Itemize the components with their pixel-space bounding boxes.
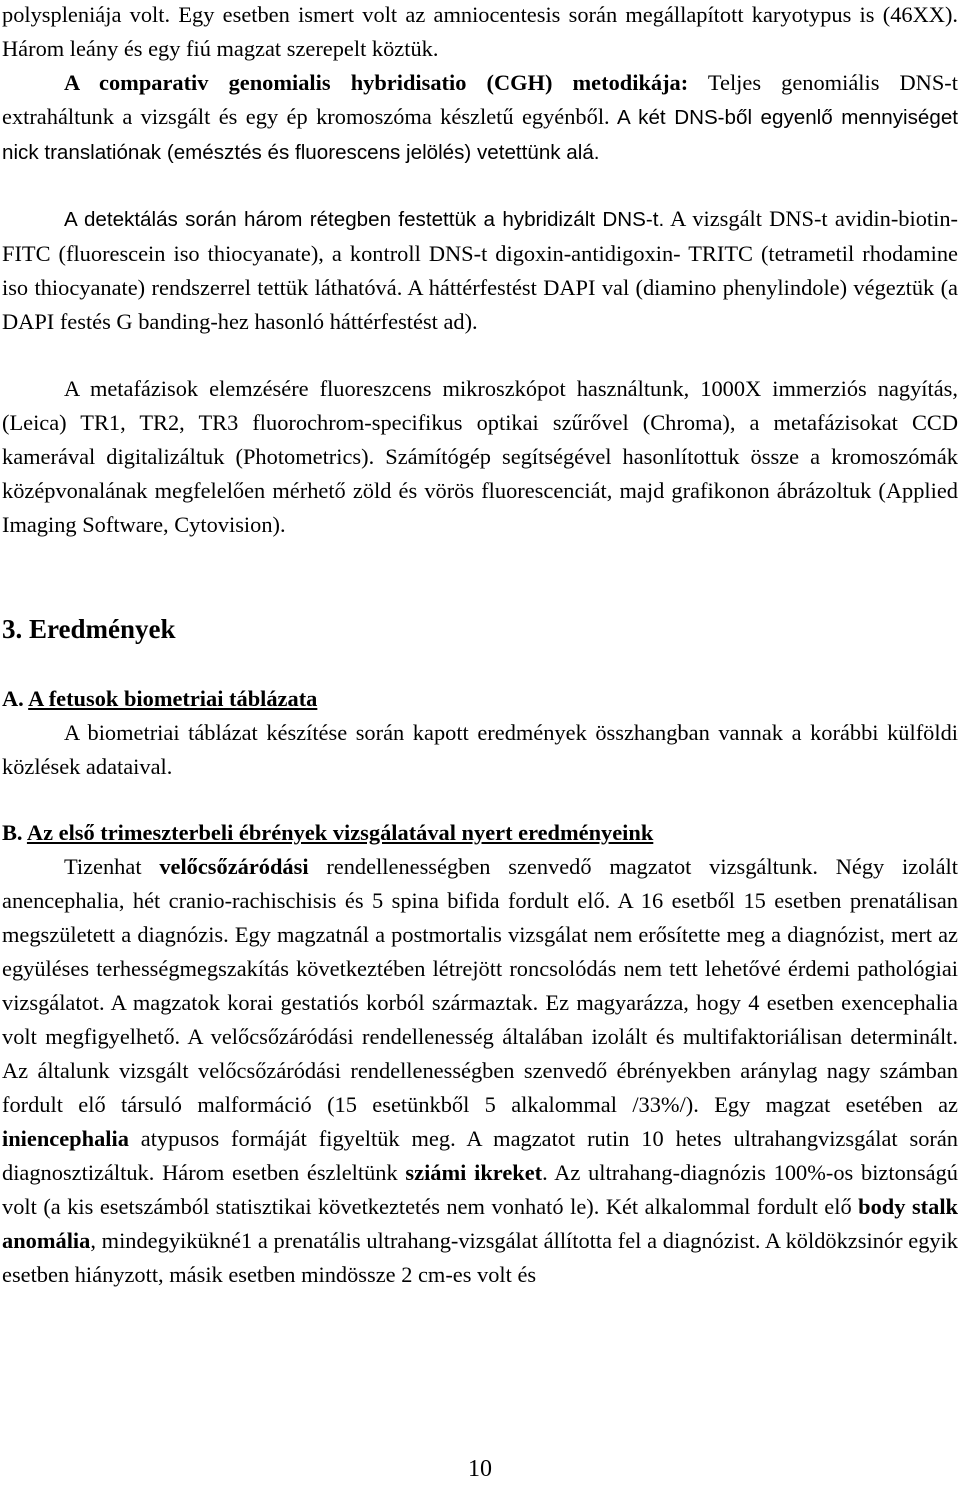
section-a-text: A biometriai táblázat készítése során kapott eredmények összhangban vannak a korábbi külföldi közlések adataival.: [2, 720, 958, 779]
results-section: [2, 612, 958, 646]
section-b-title: Az első trimeszterbeli ébrények vizsgálatával nyert eredményeink: [26, 820, 654, 845]
section-b-heading: [2, 816, 958, 850]
section-a-title: A fetusok biometriai táblázata: [28, 686, 318, 711]
cgh-intro-text: Teljes genomiális DNS-t extraháltunk a vizsgált és egy ép kromoszóma készletű egyénből.: [2, 70, 958, 129]
section-b-text-2: rendellenességben szenvedő magzatot vizsgáltunk. Négy izolált anencephalia, hét cranio-rachischisis és 5 spina bifida fordult elő. A 16 esetből 15 esetben prenatálisan megszületett a diagnózis. Egy magzatnál a postmortalis vizsgálat nem erősítette meg a diagnózist, mert az együléses terhességmegszakítás következtében létrejött roncsolódás nem tett lehetővé érdemi pathológiai vizsgálatot. A magzatok korai gestatiós korból származtak. Ez magyarázza, hogy 4 esetben exencephalia volt megfigyelhető. A velőcsőzáródási rendellenesség általában izolált és multifaktoriálisan determinált. Az általunk vizsgált velőcsőzáródási rendellenességben szenvedő ébrényekben aránylag nagy számban fordult elő társuló malformáció (15 esetünkből 5 alkalommal /33%/). Egy magzat esetében az: [2, 854, 958, 1117]
microscopy-text: A metafázisok elemzésére fluoreszcens mikroszkópot használtunk, 1000X immerziós nagyítás, (Leica) TR1, TR2, TR3 fluorochrom-specifikus optikai szűrővel (Chroma), a metafázisokat CCD kamerával digitalizáltuk (Photometrics). Számítógép segítségével hasonlítottuk össze a kromoszómák középvonalának megfelelően mérhető zöld és vörös fluorescenciát, majd grafikonon ábrázoltuk (Applied Imaging Software, Cytovision).: [2, 376, 958, 537]
cgh-nick-translation-text: A két DNS-ből egyenlő mennyiséget nick translatiónak (emésztés és fluorescens jelölés) vetettünk alá.: [2, 106, 959, 164]
term-iniencephalia: iniencephalia: [2, 1126, 129, 1151]
section-b-text: [2, 850, 958, 1292]
results-heading: 3. Eredmények: [2, 614, 176, 644]
section-b-text-5: , mindegyikükné1 a prenatális ultrahang-vizsgálat állította fel a diagnózist. A köldökzsinór egyik esetben hiányzott, másik esetben mindössze 2 cm-es volt és: [2, 1228, 958, 1287]
cgh-heading: A comparativ genomialis hybridisatio (CGH) metodikája:: [64, 70, 689, 95]
detection-text: A vizsgált DNS-t avidin-biotin-FITC (fluorescein iso thiocyanate), a kontroll DNS-t digoxin-antidigoxin- TRITC (tetrametil rhodamine iso thiocyanate) rendszerrel tettük láthatóvá. A háttérfestést DAPI val (diamino phenylindole) végeztük (a DAPI festés G banding-hez hasonló háttérfestést ad).: [2, 206, 958, 334]
cgh-paragraph: [2, 66, 958, 170]
section-b-text-1: Tizenhat: [64, 854, 160, 879]
section-b-text-4: . Az ultrahang-diagnózis 100%-os biztonságú volt (a kis esetszámból statisztikai következtetés nem vonható le). Két alkalommal fordult elő: [2, 1160, 959, 1219]
section-a: [2, 682, 958, 784]
term-body-stalk-anomalia: body stalk anomália: [2, 1194, 958, 1253]
section-a-letter: A.: [2, 686, 24, 711]
term-velocsozarodasi: velőcsőzáródási: [159, 854, 309, 879]
section-b-text-3: atypusos formáját figyeltük meg. A magzatot rutin 10 hetes ultrahangvizsgálat során diagnosztizáltuk. Három esetben észleltünk: [2, 1126, 958, 1185]
term-sziami-ikrek: sziámi ikreket: [405, 1160, 543, 1185]
section-b: [2, 816, 958, 1292]
intro-text: polyspleniája volt. Egy esetben ismert volt az amniocentesis során megállapított karyotypus is (46XX). Három leány és egy fiú magzat szerepelt köztük.: [2, 2, 958, 61]
page-number: 10: [468, 1456, 492, 1482]
detection-intro-text: A detektálás során három rétegben festettük a hybridizált DNS-t.: [64, 208, 665, 231]
intro-paragraph: [2, 0, 958, 66]
detection-paragraph: [2, 202, 958, 339]
section-b-letter: B.: [2, 820, 23, 845]
microscopy-paragraph: [2, 372, 958, 542]
section-a-heading: [2, 682, 958, 716]
